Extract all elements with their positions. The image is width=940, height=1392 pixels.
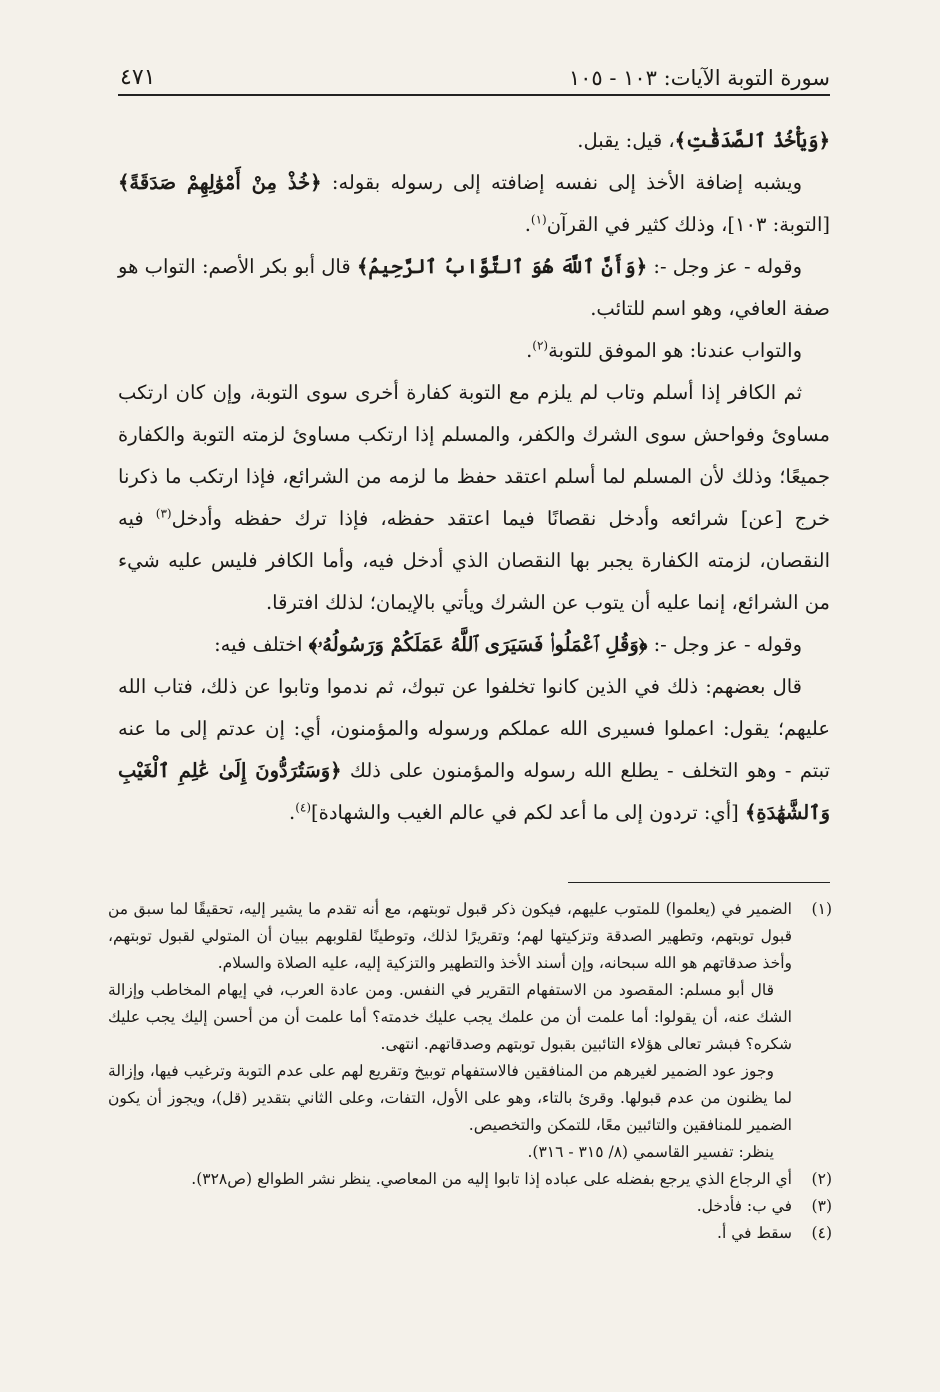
paragraph-1 — [118, 120, 830, 162]
footnote-paragraph: قال أبو مسلم: المقصود من الاستفهام التقرير في النفس. ومن عادة العرب، في إيهام المخاطب وإزالة الشك عنه، أن يقولوا: أما علمت أن من علمك يجب عليك خدمته؟ أما علمت أن من أحسن إليك يجب عليك شكره؟ فبشر تعالى هؤلاء التائبين بقبول توبتهم وصدقاتهم. انتهى. — [108, 981, 792, 1053]
paragraph-end: . — [289, 801, 296, 824]
footnote-ref-3[interactable]: (٣) — [155, 506, 172, 521]
paragraph-text: فيه النقصان، لزمته الكفارة يجبر بها النقصان الذي أدخل فيه، وأما الكافر فليس عليه شيء من الشرائع، إنما عليه أن يتوب عن الشرك ويأتي بالإيمان؛ لذلك افترقا. — [118, 507, 830, 614]
paragraph-text: ثم الكافر إذا أسلم وتاب لم يلزم مع التوبة كفارة أخرى سوى التوبة، وإن كان ارتكب مساوئ وفواحش سوى الشرك والكفر، والمسلم إذا ارتكب مساوئ لزمته التوبة والكفارة جميعًا؛ وذلك لأن المسلم لما أسلم اعتقد حفظ ما لزمه من الشرائع، فإذا ارتكب ما ذكرنا خرج [عن] شرائعه وأدخل نقصانًا فيما اعتقد حفظه، فإذا ترك حفظه وأدخل — [118, 381, 831, 530]
quran-quote: ﴿خُذْ مِنْ أَمْوَٰلِهِمْ صَدَقَةً﴾ — [118, 171, 322, 194]
header-title: سورة التوبة الآيات: ١٠٣ - ١٠٥ — [568, 66, 830, 90]
paragraph-5 — [118, 372, 830, 624]
quran-quote: ﴿وَيَأْخُذُ ٱلصَّدَقَٰتِ﴾ — [674, 129, 830, 152]
footnote-number: (١) — [811, 900, 832, 918]
paragraph-end: . — [524, 213, 531, 236]
footnote-divider — [568, 882, 830, 883]
footnote-2 — [108, 1166, 832, 1193]
paragraph-7 — [118, 666, 830, 834]
paragraph-text: والتواب عندنا: هو الموفق للتوبة — [548, 339, 802, 362]
footnote-paragraph: الضمير في (يعلموا) للمتوب عليهم، فيكون ذكر قبول توبتهم، مع أنه تقدم ما يشير إليه، تحقيقًا لما سبق من قبول توبتهم، وتطهير الصدقة وتزكيتها لهم؛ وتقريرًا لذلك، وتوطينًا لقلوبهم ببيان أن المتولي لقبول توبتهم، وأخذ صدقاتهم هو الله سبحانه، وإن أسند الأخذ والتطهير والتزكية إليه، عليه الصلاة والسلام. — [108, 900, 792, 972]
footnote-paragraph: أي الرجاع الذي يرجع بفضله على عباده إذا تابوا إليه من المعاصي. ينظر نشر الطوالع (ص٣٢٨). — [191, 1170, 792, 1188]
paragraph-text: [التوبة: ١٠٣]، وذلك كثير في القرآن — [546, 213, 830, 236]
paragraph-4 — [118, 330, 830, 372]
quran-quote: ﴿وَقُلِ ٱعْمَلُوا۟ فَسَيَرَى ٱللَّهُ عَمَلَكُمْ وَرَسُولُهُۥ﴾ — [308, 633, 648, 656]
paragraph-text: [أي: تردون إلى ما أعد لكم في عالم الغيب والشهادة] — [311, 801, 745, 824]
footnote-body — [108, 896, 792, 1166]
paragraph-3 — [118, 246, 830, 330]
footnote-1 — [108, 896, 832, 1166]
footnote-number: (٤) — [811, 1224, 832, 1242]
footnote-paragraph: في ب: فأدخل. — [696, 1197, 792, 1215]
running-header — [118, 58, 830, 96]
footnotes — [108, 896, 832, 1247]
footnote-4 — [108, 1220, 832, 1247]
paragraph-2 — [118, 162, 830, 246]
paragraph-text: قال بعضهم: ذلك في الذين كانوا تخلفوا عن تبوك، ثم ندموا وتابوا عن ذلك، فتاب الله عليهم؛ يقول: اعملوا فسيرى الله عملكم ورسوله والمؤمنون، أي: إن عدتم إلى ما عنه تبتم - وهو التخلف - يطلع الله رسوله والمؤمنون على ذلك — [118, 675, 830, 782]
paragraph-text: اختلف فيه: — [214, 633, 309, 656]
paragraph-6 — [118, 624, 830, 666]
footnote-paragraph: ينظر: تفسير القاسمي (٨/ ٣١٥ - ٣١٦). — [527, 1143, 774, 1161]
footnote-3 — [108, 1193, 832, 1220]
footnote-number: (٣) — [811, 1197, 832, 1215]
footnote-body — [108, 1166, 792, 1193]
paragraph-text: وقوله - عز وجل -: — [647, 633, 802, 656]
footnote-number: (٢) — [811, 1170, 832, 1188]
paragraph-text: ويشبه إضافة الأخذ إلى نفسه إضافته إلى رسوله بقوله: — [321, 171, 802, 194]
quran-quote: ﴿وَأَنَّ ٱللَّهَ هُوَ ٱلتَّوَّابُ ٱلرَّحِيمُ﴾ — [356, 255, 648, 278]
footnote-paragraph: سقط في أ. — [717, 1224, 792, 1242]
main-text — [118, 120, 830, 840]
paragraph-end: . — [526, 339, 533, 362]
page-number: ٤٧١ — [120, 65, 156, 90]
paragraph-text: ، قيل: يقبل. — [577, 129, 675, 152]
footnote-ref-4[interactable]: (٤) — [295, 800, 312, 815]
paragraph-text: قال أبو بكر الأصم: التواب هو صفة العافي، وهو اسم للتائب. — [118, 255, 830, 320]
footnote-body — [108, 1193, 792, 1220]
footnote-ref-2[interactable]: (٢) — [532, 338, 549, 353]
footnote-paragraph: وجوز عود الضمير لغيرهم من المنافقين فالاستفهام توبيخ وتقريع لهم على عدم التوبة وترغيب فيها، وإزالة لما يظنون من عدم قبولها. وقرئ بالتاء، وهو على الأول، التفات، وعلى الثاني بتقدير (قل)، ويجوز أن يكون الضمير للمنافقين والتائبين معًا، للتمكن والتخصيص. — [108, 1062, 792, 1134]
footnote-ref-1[interactable]: (١) — [530, 212, 547, 227]
paragraph-text: وقوله - عز وجل -: — [647, 255, 802, 278]
footnote-body — [108, 1220, 792, 1247]
quran-quote: ﴿وَسَتُرَدُّونَ إِلَىٰ عَٰلِمِ ٱلْغَيْبِ وَٱلشَّهَٰدَةِ﴾ — [118, 759, 830, 824]
